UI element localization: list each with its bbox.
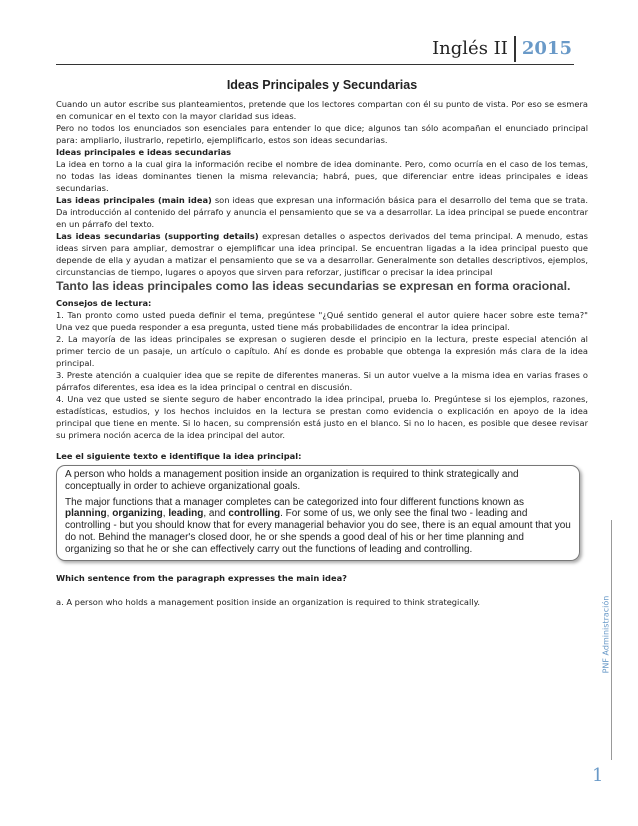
tips-heading: Consejos de lectura:	[56, 298, 152, 308]
supporting-text: expresan detalles o aspectos derivados del tema principal. A menudo, estas ideas sirven para ampliar, demostrar o ejemplificar una idea principal. Se encuentran ligadas a la idea principal puesto que depende de ella y ayudan a matizar el pensamiento que se va a desarrollar. Generalmente son detalles descriptivos, ejemplos, circunstancias de tiempo, lugares o apoyos que sirven para reforzar, justificar o precisar la idea principal	[56, 231, 588, 277]
spacer	[56, 441, 588, 450]
side-label: PNF Administración	[601, 595, 611, 674]
emphasis-statement: Tanto las ideas principales como las ideas secundarias se expresan en forma oracional.	[56, 279, 571, 293]
tip-item: 3. Preste atención a cualquier idea que se repite de diferentes maneras. Si un autor vuelve a la misma idea en varias frases o párrafos diferentes, esa idea es la idea principal o central en discusión.	[56, 370, 588, 392]
intro-paragraph-1: Cuando un autor escribe sus planteamientos, pretende que los lectores compartan con él su punto de vista. Por eso se esmera en comunicar en el texto con la mayor claridad sus ideas.	[56, 99, 588, 121]
section-paragraph: La idea en torno a la cual gira la información recibe el nombre de idea dominante. Pero, como ocurría en el caso de los temas, no todas las ideas dominantes tienen la misma relevancia; habrá, pues, que diferenciar entre ideas principales e ideas secundarias.	[56, 159, 588, 193]
document-title: Ideas Principales y Secundarias	[226, 78, 418, 92]
tip-item: 2. La mayoría de las ideas principales se expresan o sugieren desde el principio en la lectura, preste especial atención al primer tercio de un pasaje, un artículo o capítulo. Ahí es donde es probable que obtenga la expresión más clara de la idea principal.	[56, 334, 588, 368]
intro-paragraph-2: Pero no todos los enunciados son esenciales para entender lo que dice; algunos tan sólo acompañan el enunciado principal para: ampliarlo, ilustrarlo, repetirlo, ejemplificarlo, estos son ideas secundarias.	[56, 123, 588, 145]
keyword-controlling: controlling	[228, 508, 281, 520]
keyword-leading: leading	[168, 508, 204, 520]
passage-paragraph-2	[65, 497, 571, 556]
header-rule	[56, 64, 574, 65]
tip-item: 4. Una vez que usted se siente seguro de haber encontrado la idea principal, prueba lo. Pregúntese si los ejemplos, razones, estadísticas, estudios, y los hechos incluidos en la lectura se prestan como evidencia o explicación en apoyo de la idea principal que tiene en mente. Si lo hacen, su comprensión está justo en el blanco. Si no lo hacen, es posible que desee revisar su primera noción acerca de la idea principal del autor.	[56, 394, 588, 440]
reading-passage-box	[56, 465, 580, 561]
page-header	[432, 36, 572, 62]
exercise-instruction: Lee el siguiente texto e identifique la idea principal:	[56, 451, 302, 461]
separator: ,	[106, 508, 113, 520]
answer-option-a: a. A person who holds a management position inside an organization is required to think strategically.	[56, 596, 480, 607]
page-number: 1	[592, 765, 604, 786]
keyword-planning: planning	[65, 508, 107, 520]
side-rule	[611, 520, 612, 760]
separator: ,	[162, 508, 169, 520]
passage-text: The major functions that a manager completes can be categorized into four different functions known as	[65, 496, 524, 508]
main-ideas-paragraph	[56, 194, 588, 230]
supporting-paragraph	[56, 230, 588, 278]
side-margin	[596, 520, 612, 760]
supporting-lead: Las ideas secundarias (supporting details)	[56, 231, 259, 241]
passage-paragraph-1: A person who holds a management position inside an organization is required to think strategically and conceptually in order to achieve organizational goals.	[65, 469, 519, 492]
course-title: Inglés II	[432, 38, 508, 59]
section-heading: Ideas principales e ideas secundarias	[56, 147, 232, 157]
document-body	[56, 78, 588, 608]
spacer	[56, 584, 588, 596]
passage-text: . For some of us, we only see the final two - leading and controlling - but you should know that for every managerial behavior you do see, there is an equal amount that you do not. Behind the manager's closed door, he or she spends a good deal of his or her time planning and organizing so that he or she can effectively carry out the functions of leading and controlling.	[65, 508, 571, 555]
keyword-organizing: organizing	[112, 508, 163, 520]
spacer	[56, 561, 588, 572]
main-ideas-text: son ideas que expresan una información básica para el desarrollo del tema que se trata. Da introducción al contenido del párrafo y anuncia el pensamiento que se va a desarrollar. La idea principal se puede encontrar en un párrafo del texto.	[56, 195, 588, 229]
main-ideas-lead: Las ideas principales (main idea)	[56, 195, 212, 205]
exercise-question: Which sentence from the paragraph expresses the main idea?	[56, 572, 347, 583]
separator: , and	[203, 508, 229, 520]
tip-item: 1. Tan pronto como usted pueda definir el tema, pregúntese "¿Qué sentido general el autor quiere hacer sobre este tema?" Una vez que pueda responder a esa pregunta, usted tiene más probabilidades de encontrar la idea principal.	[56, 310, 588, 332]
header-year: 2015	[521, 38, 572, 59]
